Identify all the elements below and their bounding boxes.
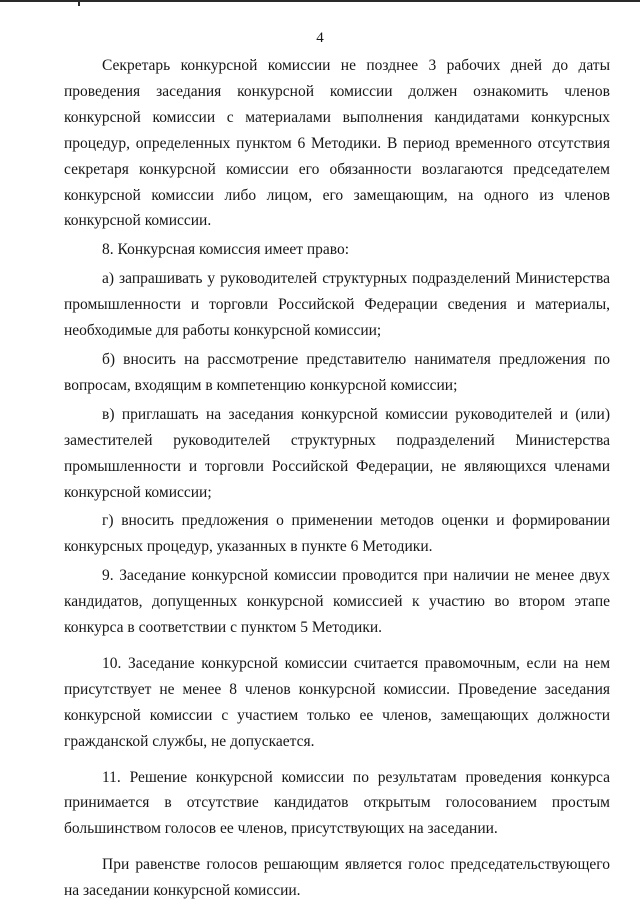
paragraph-8v: в) приглашать на заседания конкурсной комиссии руководителей и (или) заместителей руководителей структурных подразделений Министерства промышленности и торговли Российской Федерации, не являющихся членами конкурсной комиссии; [64,405,610,501]
paragraph-9: 9. Заседание конкурсной комиссии проводится при наличии не менее двух кандидатов, допущенных конкурсной комиссией к участию во втором этапе конкурса в соответствии с пунктом 5 Методики. [64,567,610,637]
scan-top-tick [78,0,80,6]
document-body [64,53,610,904]
paragraph-8b: б) вносить на рассмотрение представителю нанимателя предложения по вопросам, входящим в компетенцию конкурсной комиссии; [64,350,610,394]
paragraph-10: 10. Заседание конкурсной комиссии считается правомочным, если на нем присутствует не менее 8 членов конкурсной комиссии. Проведение заседания конкурсной комиссии с участием только ее членов, замещающих должности гражданской службы, не допускается. [64,654,610,750]
paragraph-8g: г) вносить предложения о применении методов оценки и формировании конкурсных процедур, указанных в пункте 6 Методики. [64,512,610,556]
scan-top-edge [0,0,640,2]
page-number: 4 [316,30,324,46]
paragraph-11: 11. Решение конкурсной комиссии по результатам проведения конкурса принимается в отсутствие кандидатов открытым голосованием простым большинством голосов ее членов, присутствующих на заседании. [64,768,610,838]
paragraph-8-heading: 8. Конкурсная комиссия имеет право: [102,241,350,259]
paragraph-tie-vote: При равенстве голосов решающим является голос председательствующего на заседании конкурсной комиссии. [64,856,610,900]
paragraph-8a: а) запрашивать у руководителей структурных подразделений Министерства промышленности и торговли Российской Федерации сведения и материалы, необходимые для работы конкурсной комиссии; [64,270,610,340]
paragraph-secretary: Секретарь конкурсной комиссии не позднее 3 рабочих дней до даты проведения заседания конкурсной комиссии должен ознакомить членов конкурсной комиссии с материалами выполнения кандидатами конкурсных процедур, определенных пунктом 6 Методики. В период временного отсутствия секретаря конкурсной комиссии его обязанности возлагаются председателем конкурсной комиссии либо лицом, его замещающим, на одного из членов конкурсной комиссии. [64,57,610,230]
